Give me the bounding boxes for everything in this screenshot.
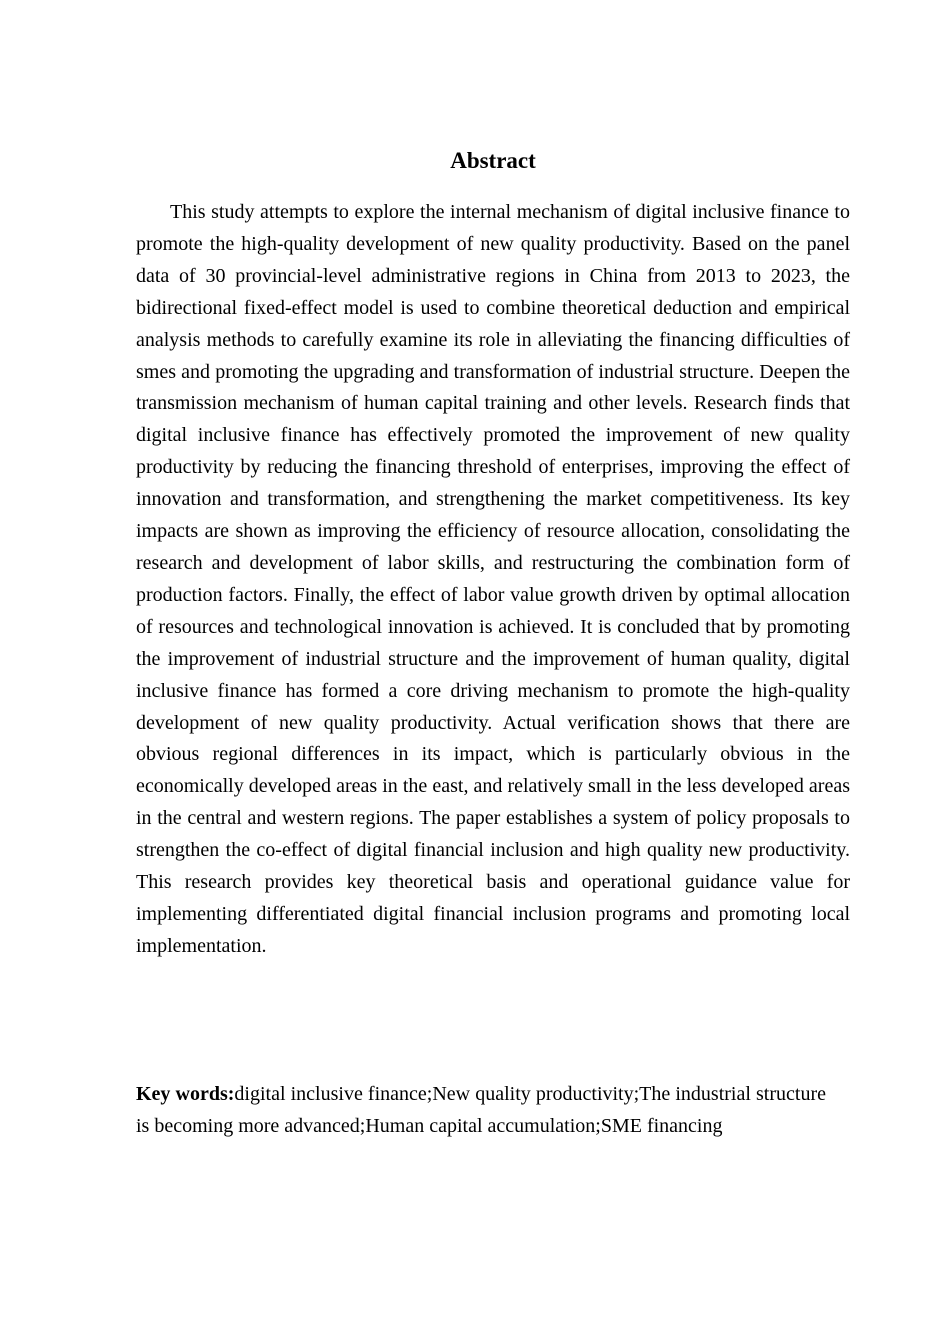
abstract-title: Abstract [450,148,536,173]
abstract-body: This study attempts to explore the internal mechanism of digital inclusive finance to promote the high-quality development of new quality productivity. Based on the panel data of 30 provincial-level administrative regions in China from 2013 to 2023, the bidirectional fixed-effect model is used to combine theoretical deduction and empirical analysis methods to carefully examine its role in alleviating the financing difficulties of smes and promoting the upgrading and transformation of industrial structure. Deepen the transmission mechanism of human capital training and other levels. Research finds that digital inclusive finance has effectively promoted the improvement of new quality productivity by reducing the financing threshold of enterprises, improving the effect of innovation and transformation, and strengthening the market competitiveness. Its key impacts are shown as improving the efficiency of resource allocation, consolidating the research and development of labor skills, and restructuring the combination form of production factors. Finally, the effect of labor value growth driven by optimal allocation of resources and technological innovation is achieved. It is concluded that by promoting the improvement of industrial structure and the improvement of human quality, digital inclusive finance has formed a core driving mechanism to promote the high-quality development of new quality productivity. Actual verification shows that there are obvious regional differences in its impact, which is particularly obvious in the economically developed areas in the east, and relatively small in the less developed areas in the central and western regions. The paper establishes a system of policy proposals to strengthen the co-effect of digital financial inclusion and high quality new productivity. This research provides key theoretical basis and operational guidance value for implementing differentiated digital financial inclusion programs and promoting local implementation. [136,201,850,957]
keywords-paragraph [136,1078,826,1142]
keywords-text: digital inclusive finance;New quality productivity;The industrial structure is becoming more advanced;Human capital accumulation;SME financing [136,1083,826,1137]
keywords-label: Key words: [136,1083,235,1105]
